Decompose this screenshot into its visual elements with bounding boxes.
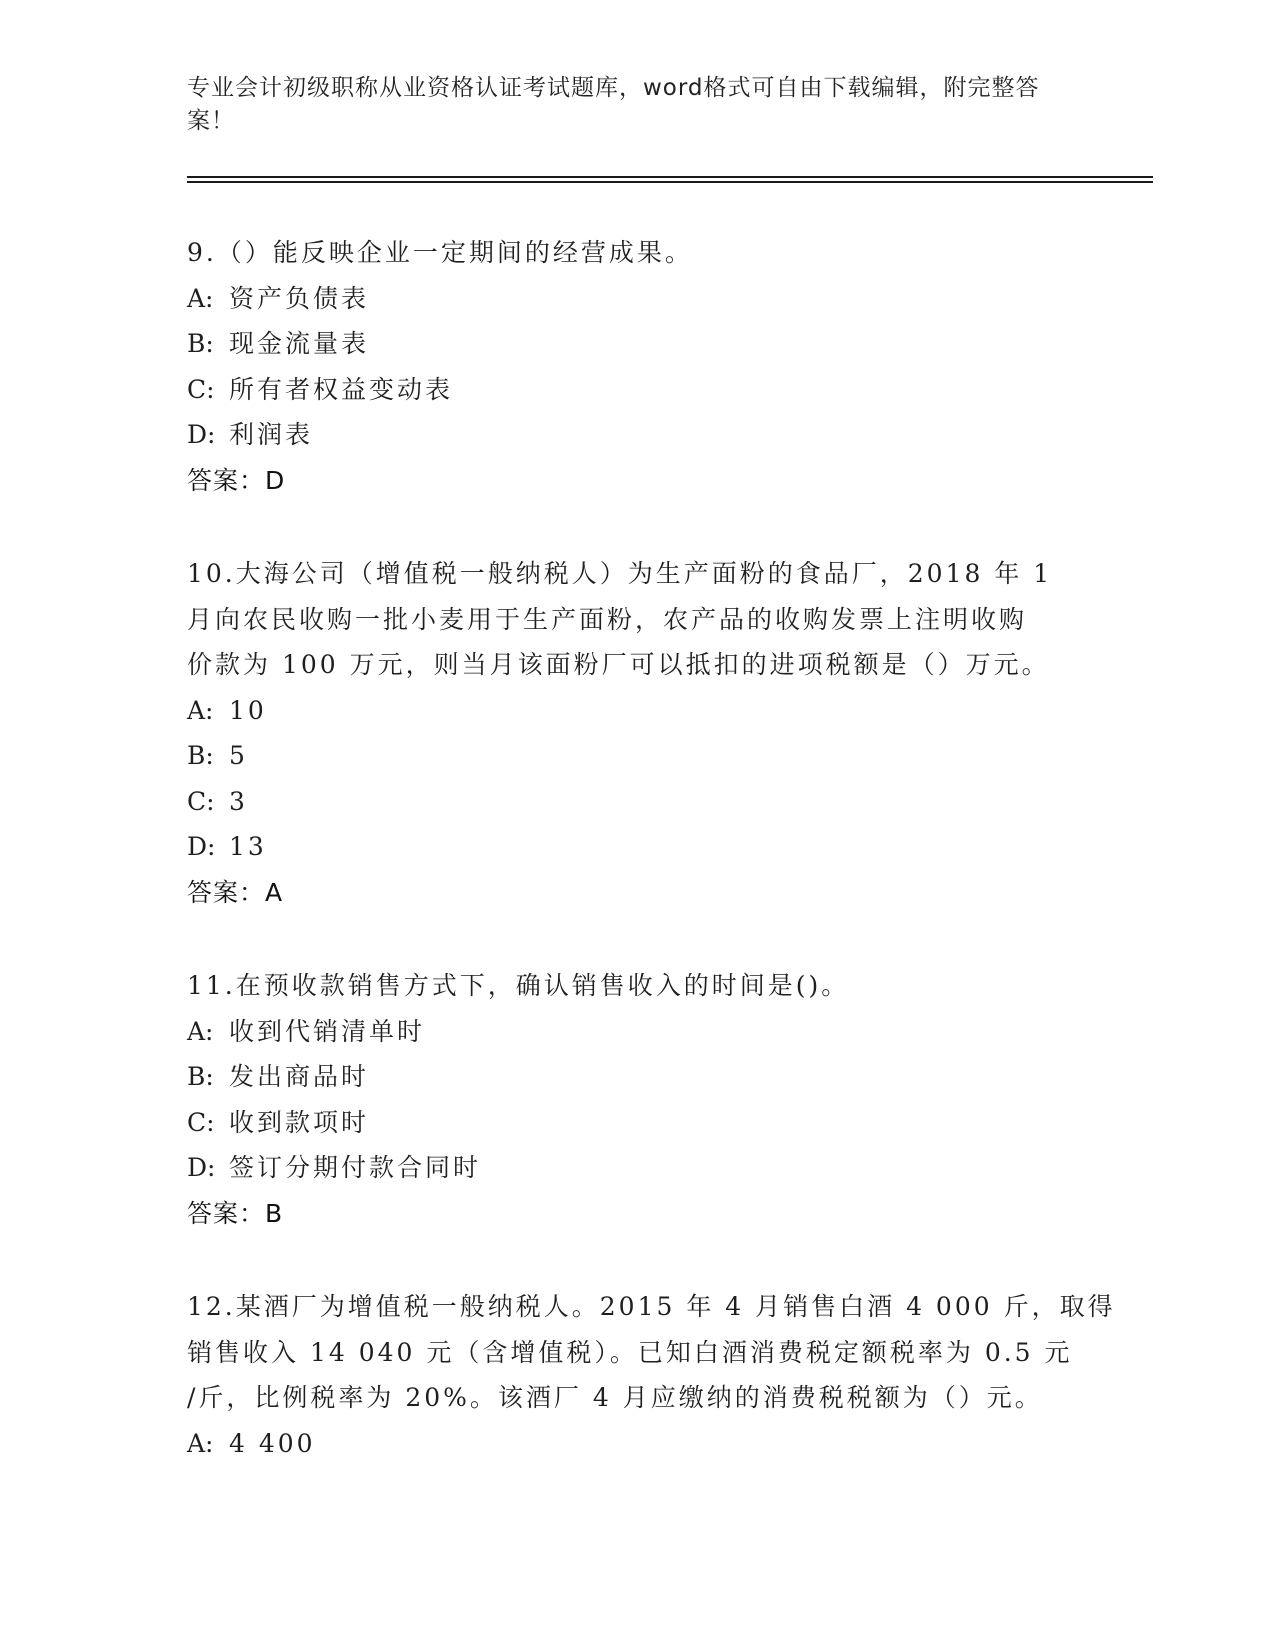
option-a [187,276,1087,322]
option-letter: D: [187,832,216,861]
option-text: 3 [229,786,248,816]
option-text: 4 400 [229,1428,316,1458]
option-text: 所有者权益变动表 [229,374,454,404]
option-letter: C: [187,374,215,404]
answer-line: 答案：D [187,465,286,495]
option-letter: C: [187,1107,215,1137]
question-11 [187,963,1087,1236]
question-stem: 价款为 100 万元，则当月该面粉厂可以抵扣的进项税额是（）万元。 [187,650,1050,679]
header-rule-bottom [187,181,1153,183]
question-12 [187,1284,1116,1466]
option-c [187,1100,1087,1146]
option-letter: B: [187,1062,214,1091]
option-text: 收到代销清单时 [229,1016,426,1046]
option-a [187,688,1087,734]
question-stem: 销售收入 14 040 元（含增值税）。已知白酒消费税定额税率为 0.5 元 [187,1337,1073,1367]
option-d [187,824,1087,870]
option-letter: A: [187,283,214,313]
option-letter: B: [187,741,214,770]
option-text: 5 [229,741,248,770]
page-header [187,72,1067,138]
answer-line: 答案：B [187,1198,284,1228]
option-text: 签订分期付款合同时 [229,1153,482,1182]
question-stem: 9.（）能反映企业一定期间的经营成果。 [187,238,693,267]
option-b [187,1054,1087,1100]
option-letter: D: [187,420,216,449]
option-c [187,367,1087,413]
option-b [187,321,1087,367]
option-b [187,733,1087,779]
header-line-1: 专业会计初级职称从业资格认证考试题库，word格式可自由下载编辑，附完整答 [187,75,1040,101]
option-text: 13 [229,832,267,861]
option-text: 资产负债表 [229,283,370,313]
question-9 [187,230,1087,503]
option-text: 收到款项时 [229,1107,370,1137]
option-c [187,779,1087,825]
option-text: 利润表 [229,420,314,449]
question-stem: 12.某酒厂为增值税一般纳税人。2015 年 4 月销售白酒 4 000 斤，取得 [187,1292,1116,1321]
option-a [187,1421,1087,1467]
option-a [187,1009,1087,1055]
option-letter: C: [187,786,215,816]
question-stem: 10.大海公司（增值税一般纳税人）为生产面粉的食品厂，2018 年 1 [187,559,1053,588]
option-text: 10 [229,695,267,725]
option-letter: B: [187,329,214,358]
question-list [187,230,1116,1514]
option-d [187,1145,1087,1191]
header-rule-top [187,176,1153,178]
option-letter: D: [187,1153,216,1182]
option-text: 发出商品时 [229,1062,370,1091]
option-letter: A: [187,1016,214,1046]
question-10 [187,551,1087,915]
question-stem: /斤，比例税率为 20%。该酒厂 4 月应缴纳的消费税税额为（）元。 [187,1383,1043,1412]
header-line-2: 案！ [187,108,235,134]
option-d [187,412,1087,458]
answer-line: 答案：A [187,877,284,907]
question-stem: 月向农民收购一批小麦用于生产面粉，农产品的收购发票上注明收购 [187,604,1028,634]
option-letter: A: [187,1428,214,1458]
question-stem: 11.在预收款销售方式下，确认销售收入的时间是()。 [187,971,850,1000]
option-letter: A: [187,695,214,725]
option-text: 现金流量表 [229,329,370,358]
